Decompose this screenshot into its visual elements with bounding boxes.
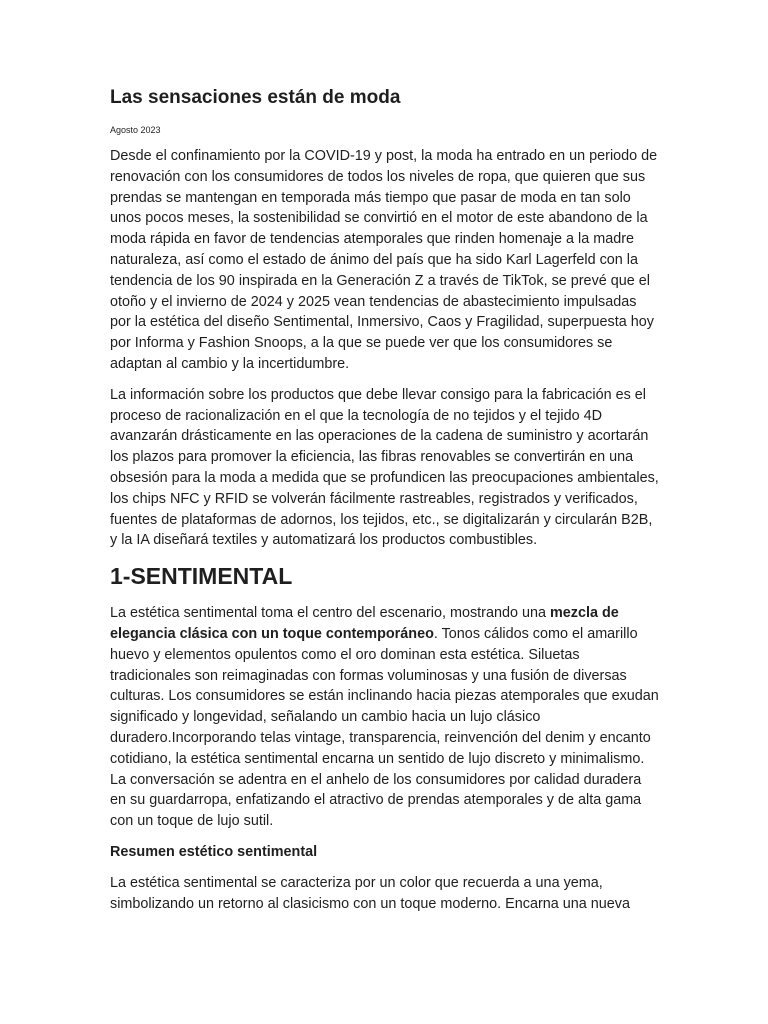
products-paragraph: La información sobre los productos que debe llevar consigo para la fabricación es el proceso de racionalización en el que la tecnología de no tejidos y el tejido 4D avanzarán drásticamente en las operaciones de la cadena de suministro y acortarán los plazos para promover la eficiencia, las fibras renovables se convertirán en una obsesión para la moda a medida que se profundicen las preocupaciones ambientales, los chips NFC y RFID se volverán fácilmente rastreables, registrados y verificados, fuentes de plataformas de adornos, los tejidos, etc., se digitalizarán y circularán B2B, y la IA diseñará textiles y automatizará los productos combustibles. bbox=[110, 386, 659, 549]
section-heading-sentimental: 1-SENTIMENTAL bbox=[110, 563, 293, 590]
sentimental-text-start: La estética sentimental toma el centro del escenario, mostrando una bbox=[110, 605, 550, 622]
sentimental-summary-heading: Resumen estético sentimental bbox=[110, 843, 318, 860]
article-date: Agosto 2023 bbox=[110, 125, 161, 135]
sentimental-bold-phrase: mezcla de elegancia clásica con un toque contemporáneo bbox=[110, 605, 619, 642]
intro-paragraph: Desde el confinamiento por la COVID-19 y post, la moda ha entrado en un periodo de renovación con los consumidores de todos los niveles de ropa, que quieren que sus prendas se mantengan en temporada más tiempo que pasar de moda en tan solo unos pocos meses, la sostenibilidad se convirtió en el motor de este abandono de la moda rápida en favor de tendencias atemporales que rinden homenaje a la madre naturaleza, así como el estado de ánimo del país que ha sido Karl Lagerfeld con la tendencia de los 90 inspirada en la Generación Z a través de TikTok, se prevé que el otoño y el invierno de 2024 y 2025 vean tendencias de abastecimiento impulsadas por la estética del diseño Sentimental, Inmersivo, Caos y Fragilidad, superpuesta hoy por Informa y Fashion Snoops, a la que se puede ver que los consumidores se adaptan al cambio y la incertidumbre. bbox=[110, 148, 658, 372]
sentimental-paragraph bbox=[110, 603, 660, 832]
article-title: Las sensaciones están de moda bbox=[110, 87, 401, 108]
sentimental-summary-paragraph: La estética sentimental se caracteriza por un color que recuerda a una yema, simbolizando un retorno al clasicismo con un toque moderno. Encarna una nueva bbox=[110, 874, 630, 912]
sentimental-text-rest: . Tonos cálidos como el amarillo huevo y elementos opulentos como el oro dominan esta estética. Siluetas tradicionales son reimaginadas con formas voluminosas y una fusión de diversas culturas. Los consumidores se están inclinando hacia piezas atemporales que exudan significado y longevidad, señalando un cambio hacia un lujo clásico duradero.Incorporando telas vintage, transparencia, reinvención del denim y encanto cotidiano, la estética sentimental encarna un sentido de lujo discreto y minimalismo. La conversación se adentra en el anhelo de los consumidores por calidad duradera en su guardarropa, enfatizando el atractivo de prendas atemporales y de alta gama con un toque de lujo sutil. bbox=[110, 625, 659, 830]
document-page bbox=[110, 86, 660, 924]
